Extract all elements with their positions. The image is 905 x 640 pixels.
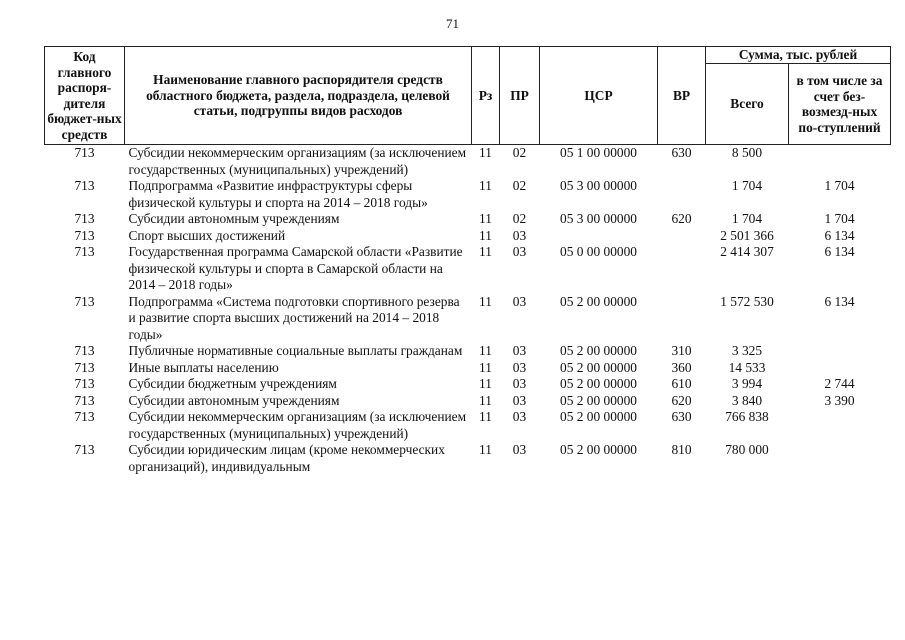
cell-pr: 02 [512,178,527,193]
table-row [45,393,891,410]
cell-total: 8 500 [731,145,763,160]
cell-gratis: 1 704 [824,211,855,226]
cell-rz: 11 [479,145,492,160]
cell-vr [658,178,706,211]
cell-name: Государственная программа Самарской области «Развитие физической культуры и спорта в Самарской области на 2014 – 2018 годы» [128,244,463,292]
cell-vr: 620 [671,392,692,408]
cell-gratis: 6 134 [824,293,855,309]
cell-total: 780 000 [725,442,769,457]
cell-code: 713 [74,145,95,160]
table-row [45,409,891,442]
cell-vr: 360 [671,359,692,375]
cell-name: Подпрограмма «Развитие инфраструктуры сферы физической культуры и спорта на 2014 – 2018 годы» [128,178,428,210]
cell-rz: 11 [479,392,492,408]
cell-total: 1 572 530 [720,293,774,309]
cell-code: 713 [74,376,95,391]
cell-gratis: 6 134 [824,227,855,243]
table-row [45,228,891,245]
cell-gratis [789,360,891,377]
budget-table [44,46,891,475]
header-gratis: в том числе за счет без-возмезд-ных по-ступлений [789,64,891,145]
cell-vr: 620 [671,211,692,226]
cell-csr: 05 3 00 00000 [560,178,637,193]
cell-pr: 02 [512,211,527,226]
cell-name: Спорт высших достижений [128,227,286,243]
cell-name: Публичные нормативные социальные выплаты гражданам [128,343,463,358]
cell-gratis: 2 744 [824,376,855,391]
cell-name: Подпрограмма «Система подготовки спортивного резерва и развитие спорта высших достижений на 2014 – 2018 годы» [128,293,460,342]
cell-total: 1 704 [731,178,763,193]
cell-code: 713 [74,392,95,408]
cell-pr: 03 [512,343,527,358]
cell-rz: 11 [479,409,492,424]
table-row [45,178,891,211]
cell-gratis [789,145,891,179]
cell-pr: 03 [512,409,527,424]
table-row [45,360,891,377]
header-name: Наименование главного распорядителя средств областного бюджета, раздела, подраздела, целевой статьи, подгруппы видов расходов [125,47,472,145]
cell-pr: 03 [512,293,527,309]
cell-rz: 11 [479,211,492,226]
table-row [45,376,891,393]
cell-code: 713 [74,293,95,309]
page-number: 71 [446,16,459,31]
header-rz: Рз [472,47,500,145]
table-row [45,442,891,475]
cell-pr: 03 [512,376,527,391]
cell-total: 766 838 [725,409,769,424]
cell-gratis: 3 390 [824,392,855,408]
cell-csr: 05 2 00 00000 [560,359,637,375]
cell-name: Субсидии автономным учреждениям [128,211,340,226]
cell-rz: 11 [479,376,492,391]
table-row [45,244,891,294]
cell-rz: 11 [479,227,492,243]
header-csr: ЦСР [540,47,658,145]
cell-vr [658,294,706,344]
cell-code: 713 [74,244,95,259]
cell-csr: 05 0 00 00000 [560,244,637,259]
header-total: Всего [706,64,789,145]
header-code: Код главного распоря-дителя бюджет-ных средств [45,47,125,145]
cell-gratis [789,442,891,475]
cell-pr: 02 [512,145,527,160]
cell-code: 713 [74,409,95,424]
cell-gratis: 6 134 [824,244,855,259]
cell-vr: 610 [671,376,692,391]
cell-pr: 03 [512,244,527,259]
cell-csr [540,228,658,245]
cell-csr: 05 2 00 00000 [560,376,637,391]
cell-csr: 05 3 00 00000 [560,211,637,226]
cell-csr: 05 1 00 00000 [560,145,637,160]
cell-code: 713 [74,211,95,226]
cell-csr: 05 2 00 00000 [560,343,637,358]
cell-total: 3 994 [731,376,763,391]
cell-pr: 03 [512,442,527,457]
cell-gratis: 1 704 [824,178,855,193]
header-pr: ПР [500,47,540,145]
cell-csr: 05 2 00 00000 [560,392,637,408]
cell-rz: 11 [479,359,492,375]
cell-name: Субсидии юридическим лицам (кроме некоммерческих организаций), индивидуальным [128,442,445,474]
cell-vr [658,228,706,245]
cell-rz: 11 [479,343,492,358]
cell-code: 713 [74,442,95,457]
header-vr: ВР [658,47,706,145]
cell-code: 713 [74,359,95,375]
cell-name: Субсидии автономным учреждениям [128,392,340,408]
cell-gratis [789,409,891,442]
cell-name: Иные выплаты населению [128,359,279,375]
cell-csr: 05 2 00 00000 [560,442,637,457]
cell-csr: 05 2 00 00000 [560,409,637,424]
table-row [45,211,891,228]
cell-code: 713 [74,178,95,193]
cell-rz: 11 [479,244,492,259]
cell-csr: 05 2 00 00000 [560,293,637,309]
cell-vr [658,244,706,294]
header-sum: Сумма, тыс. рублей [706,47,891,64]
cell-rz: 11 [479,178,492,193]
cell-pr: 03 [512,392,527,408]
cell-vr: 310 [671,343,692,358]
table-row [45,294,891,344]
cell-code: 713 [74,227,95,243]
cell-rz: 11 [479,293,492,309]
cell-total: 3 840 [731,392,763,408]
cell-total: 2 414 307 [720,244,774,259]
cell-total: 1 704 [731,211,763,226]
cell-pr: 03 [512,227,527,243]
cell-name: Субсидии некоммерческим организациям (за исключением государственных (муниципальных) учреждений) [128,409,467,441]
cell-vr: 630 [671,409,692,424]
cell-gratis [789,343,891,360]
cell-code: 713 [74,343,95,358]
cell-total: 14 533 [728,359,766,375]
cell-vr: 630 [671,145,692,160]
table-row [45,145,891,179]
cell-pr: 03 [512,359,527,375]
cell-rz: 11 [479,442,492,457]
cell-total: 3 325 [731,343,763,358]
table-body [45,145,891,476]
cell-total: 2 501 366 [720,227,774,243]
cell-name: Субсидии некоммерческим организациям (за исключением государственных (муниципальных) учреждений) [128,145,467,177]
table-row [45,343,891,360]
table-header [45,47,891,145]
cell-vr: 810 [671,442,692,457]
cell-name: Субсидии бюджетным учреждениям [128,376,337,391]
